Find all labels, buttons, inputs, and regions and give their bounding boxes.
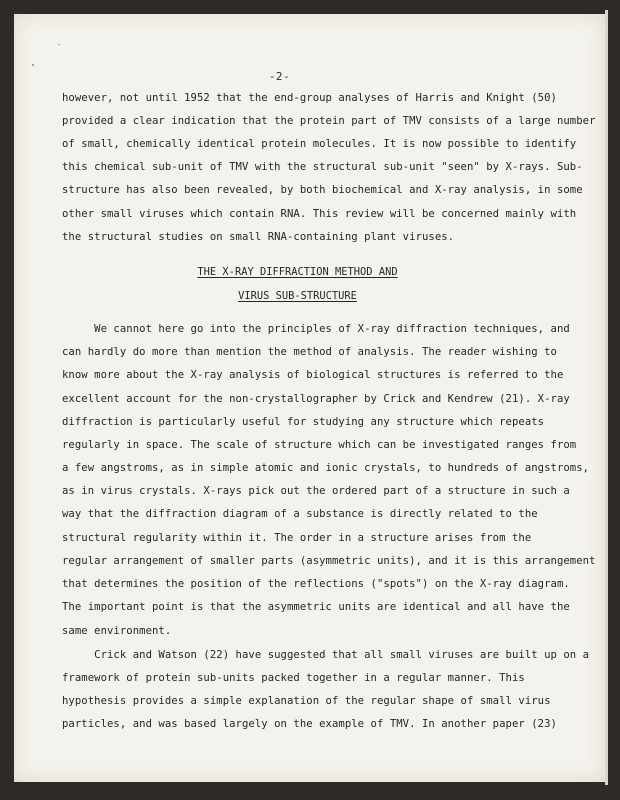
text-line: framework of protein sub-units packed together in a regular manner. This (62, 672, 525, 684)
text-line: structural regularity within it. The order in a structure arises from the (62, 532, 532, 544)
section-heading-text: VIRUS SUB-STRUCTURE (238, 290, 357, 302)
text-line: We cannot here go into the principles of X-ray diffraction techniques, and (62, 323, 570, 335)
page-number: -2- (268, 70, 291, 83)
paper-speck (58, 44, 60, 45)
text-line: know more about the X-ray analysis of biological structures is referred to the (62, 369, 564, 381)
text-line: regularly in space. The scale of structure which can be investigated ranges from (62, 439, 577, 451)
text-line: that determines the position of the reflections ("spots") on the X-ray diagram. (62, 578, 570, 590)
text-line: this chemical sub-unit of TMV with the structural sub-unit "seen" by X-rays. Sub- (62, 161, 583, 173)
text-line: can hardly do more than mention the method of analysis. The reader wishing to (62, 346, 557, 358)
paper-speck (32, 64, 34, 66)
text-line: however, not until 1952 that the end-group analyses of Harris and Knight (50) (62, 92, 557, 104)
text-line: structure has also been revealed, by both biochemical and X-ray analysis, in some (62, 184, 583, 196)
underlying-sheet-edge (605, 10, 608, 785)
text-line: the structural studies on small RNA-containing plant viruses. (62, 231, 455, 243)
text-line: a few angstroms, as in simple atomic and ionic crystals, to hundreds of angstroms, (62, 462, 590, 474)
text-line: diffraction is particularly useful for studying any structure which repeats (62, 416, 545, 428)
section-heading-line-1 (2, 266, 593, 278)
typed-page (14, 14, 605, 782)
section-heading-line-2 (2, 290, 593, 302)
text-line: particles, and was based largely on the example of TMV. In another paper (23) (62, 718, 557, 730)
text-line: hypothesis provides a simple explanation of the regular shape of small virus (62, 695, 551, 707)
text-line: of small, chemically identical protein molecules. It is now possible to identify (62, 138, 577, 150)
section-heading-text: THE X-RAY DIFFRACTION METHOD AND (197, 266, 398, 278)
text-line: Crick and Watson (22) have suggested that all small viruses are built up on a (62, 649, 590, 661)
text-line: excellent account for the non-crystallographer by Crick and Kendrew (21). X-ray (62, 393, 570, 405)
text-line: The important point is that the asymmetric units are identical and all have the (62, 601, 570, 613)
text-line: same environment. (62, 625, 172, 637)
text-line: provided a clear indication that the protein part of TMV consists of a large number (62, 115, 596, 127)
text-line: regular arrangement of smaller parts (asymmetric units), and it is this arrangement (62, 555, 596, 567)
text-line: way that the diffraction diagram of a substance is directly related to the (62, 508, 538, 520)
text-line: as in virus crystals. X-rays pick out the ordered part of a structure in such a (62, 485, 570, 497)
text-line: other small viruses which contain RNA. This review will be concerned mainly with (62, 208, 577, 220)
